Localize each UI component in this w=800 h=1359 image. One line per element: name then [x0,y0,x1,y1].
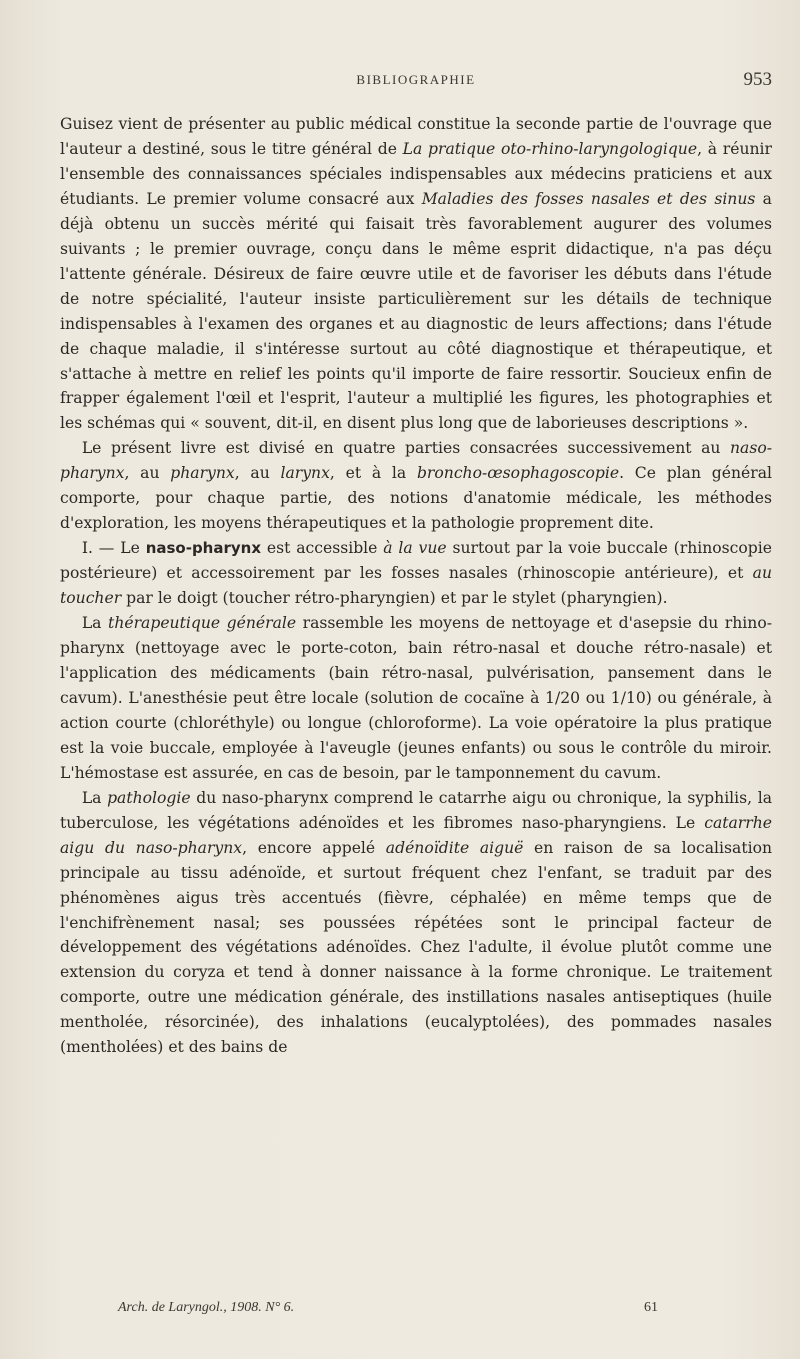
page-footer [118,1300,658,1322]
page-number: 953 [743,69,772,90]
body-text [60,112,772,1060]
running-title: BIBLIOGRAPHIE [356,72,476,87]
journal-reference: Arch. de Laryngol., 1908. N° 6. [118,1300,295,1315]
paragraph-3: I. — Le naso-pharynx est accessible à la vue surtout par la voie buccale (rhinoscopie postérieure) et accessoirement par les fosses nasales (rhinoscopie antérieure), et au toucher par le doigt (toucher rétro-pharyngien) et par le stylet (pharyngien). [60,539,772,608]
paragraph-4: La thérapeutique générale rassemble les moyens de nettoyage et d'asepsie du rhino-pharynx (nettoyage avec le porte-coton, bain rétro-nasal et douche rétro-nasale) et l'application des médicaments (bain rétro-nasal, pulvérisation, pansement dans le cavum). L'anesthésie peut être locale (solution de cocaïne à 1/20 ou 1/10) ou générale, à action courte (chloréthyle) ou longue (chloroforme). La voie opératoire la plus pratique est la voie buccale, employée à l'aveugle (jeunes enfants) ou sous le contrôle du miroir. L'hémostase est assurée, en cas de besoin, par le tamponnement du cavum. [60,614,772,782]
page-header [60,69,772,96]
paragraph-2: Le présent livre est divisé en quatre parties consacrées successivement au naso-pharynx, au pharynx, au larynx, et à la broncho-œsophagoscopie. Ce plan général comporte, pour chaque partie, des notions d'anatomie médicale, les méthodes d'exploration, les moyens thérapeutiques et la pathologie proprement dite. [60,439,772,533]
paragraph-5: La pathologie du naso-pharynx comprend le catarrhe aigu ou chronique, la syphilis, la tuberculose, les végétations adénoïdes et les fibromes naso-pharyngiens. Le catarrhe aigu du naso-pharynx, encore appelé adénoïdite aiguë en raison de sa localisation principale au tissu adénoïde, et surtout fréquent chez l'enfant, se traduit par des phénomènes aigus très accentués (fièvre, céphalée) en même temps que de l'enchifrènement nasal; ses poussées répétées sont le principal facteur de développement des végétations adénoïdes. Chez l'adulte, il évolue plutôt comme une extension du coryza et tend à donner naissance à la forme chronique. Le traitement comporte, outre une médication générale, des instillations nasales antiseptiques (huile mentholée, résorcinée), des inhalations (eucalyptolées), des pommades nasales (mentholées) et des bains de [60,788,773,1057]
paragraph-1: Guisez vient de présenter au public médical constitue la seconde partie de l'ouvrage que l'auteur a destiné, sous le titre général de La pratique oto-rhino-laryngologique, à réunir l'ensemble des connaissances spéciales indispensables aux médecins praticiens et aux étudiants. Le premier volume consacré aux Maladies des fosses nasales et des sinus a déjà obtenu un succès mérité qui faisait très favorablement augurer des volumes suivants ; le premier ouvrage, conçu dans le même esprit didactique, n'a pas déçu l'attente générale. Désireux de faire œuvre utile et de favoriser les débuts dans l'étude de notre spécialité, l'auteur insiste particulièrement sur les détails de technique indispensables à l'examen des organes et au diagnostic de leurs affections; dans l'étude de chaque maladie, il s'intéresse surtout au côté diagnostique et thérapeutique, et s'attache à mettre en relief les points qu'il importe de faire ressortir. Soucieux enfin de frapper également l'œil et l'esprit, l'auteur a multiplié les figures, les photographies et les schémas qui « souvent, dit-il, en disent plus long que de laborieuses descriptions ». [60,115,772,433]
signature-mark: 61 [644,1300,658,1315]
